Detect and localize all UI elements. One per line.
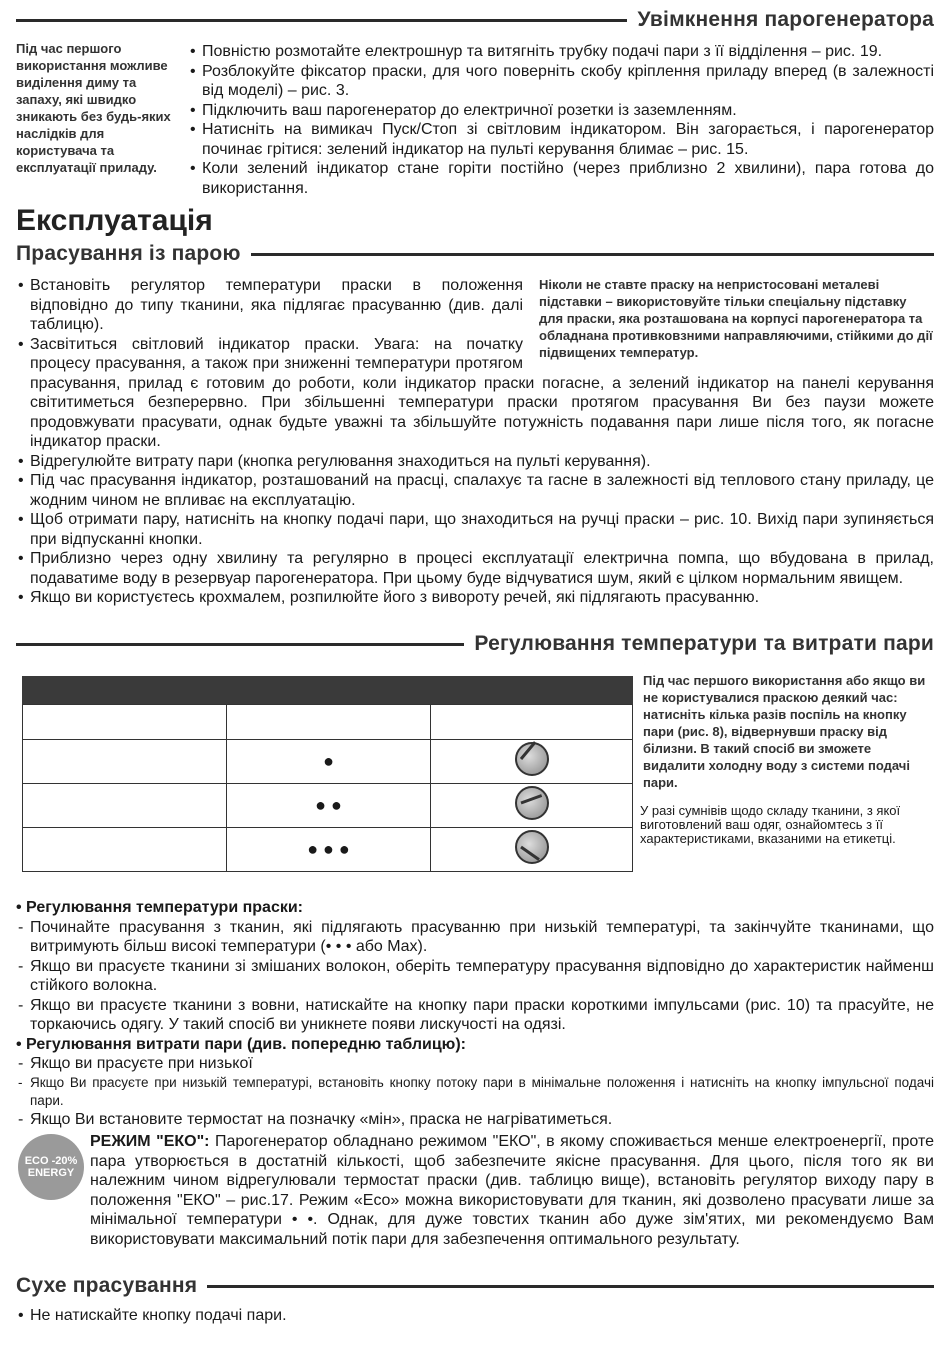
list-item: • Встановіть регулятор температури праски в положення відповідно до типу тканини, яка підлягає прасуванню (див. далі таблицю). (16, 276, 934, 335)
list-item: - Починайте прасування з тканин, які підлягають прасуванню при низькій температурі, та закінчуйте тканинами, що витримують більш високі температури (• • • або Max). (16, 918, 934, 957)
eco-label: РЕЖИМ "ЕКО": (90, 1133, 210, 1150)
list-item: • Не натискайте кнопку подачі пари. (16, 1306, 934, 1326)
temp-dots: ● ● ● (227, 828, 431, 872)
table-header-bar (22, 676, 633, 704)
first-use-note: Під час першого використання можливе виділення диму та запаху, які швидко зникають без будь-яких наслідків для користувача та експлуатації приладу. (16, 41, 171, 175)
temp-dots: ● (227, 740, 431, 784)
list-item: • Під час прасування індикатор, розташований на прасці, спалахує та гасне в залежності від теплового стану приладу, це жодним чином не впливає на експлуатацію. (16, 471, 934, 510)
page-title: Експлуатація (16, 204, 213, 237)
list-item: • Відрегулюйте витрату пари (кнопка регулювання знаходиться на пульті керування). (16, 452, 934, 472)
section-header-steam (16, 242, 934, 266)
dry-ironing-list (16, 1306, 934, 1326)
eco-description: Парогенератор обладнано режимом "ЕКО", в якому споживається менше електроенергії, проте пара утворюється в достатній кількості, щоб забезпечите якісне прасування. Для цього, після того як ви належним чином відрегулювали термостат праски (див. таблицю вище), встановіть регулятор виходу пару в положення "ЕКО" – рис.17. Режим «Eco» можна використовувати для тканин, які дозволено прасувати лише за мінімальної температури • •. Однак, для дуже товстих тканин або дуже зім'ятих, ми рекомендуємо Вам використовувати максимальний потік пари для забезпечення оптимального результату. (90, 1133, 935, 1248)
temp-heading: • Регулювання температури праски: (16, 899, 304, 916)
settings-table (22, 676, 633, 872)
rule-line (251, 253, 934, 256)
table-row (23, 784, 633, 828)
section-title: Регулювання температури та витрати пари (474, 632, 934, 655)
list-item: - Якщо Ви встановите термостат на позначку «мін», праска не нагріватиметься. (16, 1110, 934, 1130)
rule-line (207, 1285, 934, 1288)
steam-heading: • Регулювання витрати пари (див. попередню таблицю): (16, 1035, 466, 1053)
regulation-body (16, 898, 934, 1129)
list-item: • Натисніть на вимикач Пуск/Стоп зі світловим індикатором. Він загорається, і парогенератор починає грітися: зелений індикатор на пульті керування блимає – рис. 15. (188, 120, 934, 159)
section-title: Сухе прасування (16, 1274, 198, 1297)
list-item: - Якщо ви прасуєте тканини з вовни, натискайте на кнопку пари праски короткими імпульсами (рис. 10) та прасуйте, не торкаючись одягу. У такий спосіб ви уникнете появи лискучості на одязі. (16, 996, 934, 1035)
first-use-steam-note: Під час першого використання або якщо ви не користувалися праскою деякий час: натисніть кілька разів поспіль на кнопку пари (рис. 8), відвернувши праску від білизни. В такий спосіб ви зможете видалити холодну воду з системи подачі пари. (643, 673, 926, 790)
rule-line (16, 19, 627, 22)
temp-dots: ● ● (227, 784, 431, 828)
rule-line (16, 643, 464, 646)
dial-high-icon (515, 830, 549, 864)
list-item: • Засвітиться світловий індикатор праски. Увага: на початку процесу прасування, а також при зниженні температури протягом прасування, прилад є готовим до роботи, коли індикатор праски погасне, а зелений індикатор на панелі керування світитиметься безперервно. При збільшенні температури праски протягом прасування Ви без паузи можете продовжувати прасувати, однак будьте уважні та збільшуйте потужність подавання пари лише після того, як погасне індикатор праски. (16, 335, 934, 452)
table-row (23, 828, 633, 872)
eco-badge-line1: ECO -20% (24, 1155, 78, 1167)
section-header-startup (16, 8, 934, 32)
list-item: - Якщо ви прасуєте тканини зі змішаних волокон, оберіть температуру прасування відповідно до характеристик найменш стійкого волокна. (16, 957, 934, 996)
dial-medium-icon (515, 786, 549, 820)
list-item: • Щоб отримати пару, натисніть на кнопку подачі пари, що знаходиться на ручці праски – рис. 10. Вихід пари зупиняється при відпусканні кнопки. (16, 510, 934, 549)
steam-ironing-body (16, 276, 934, 608)
warning-note: Ніколи не ставте праску на непристосовані металеві підставки – використовуйте тільки спеціальну підставку для праски, яка розташована на корпусі парогенератора та обладнана противковзними направляючими, стійкими до дії підвищених температур. (539, 277, 933, 360)
list-item: • Розблокуйте фіксатор праски, для чого поверніть скобу кріплення приладу вперед (в залежності від моделі) – рис. 3. (188, 62, 934, 101)
table-row (23, 705, 633, 740)
eco-energy-icon (18, 1134, 84, 1200)
list-item: - Якщо Ви прасуєте при низькій температурі, встановіть кнопку потоку пари в мінімальне положення і натисніть на кнопку імпульсної подачі пари. (16, 1074, 934, 1110)
table-row (23, 740, 633, 784)
eco-mode-text (90, 1132, 934, 1249)
fabric-doubt-note: У разі сумнівів щодо складу тканини, з якої виготовлений ваш одяг, ознайомтесь з її характеристиками, вказаними на етикетці. (640, 803, 901, 846)
section-title: Увімкнення парогенератора (637, 8, 934, 31)
table (22, 704, 633, 872)
list-item: • Повністю розмотайте електрошнур та витягніть трубку подачі пари з її відділення – рис. 19. (188, 42, 934, 62)
list-item: • Підключить ваш парогенератор до електричної розетки із заземленням. (188, 101, 934, 121)
eco-badge-line2: ENERGY (27, 1167, 75, 1179)
list-item: • Коли зелений індикатор стане горіти постійно (через приблизно 2 хвилини), пара готова до використання. (188, 159, 934, 198)
section-header-dry (16, 1274, 934, 1298)
startup-list (188, 42, 934, 198)
dial-low-icon (515, 742, 549, 776)
list-item: • Якщо ви користуєтесь крохмалем, розпилюйте його з вивороту речей, які підлягають прасуванню. (16, 588, 934, 608)
section-title: Прасування із парою (16, 242, 241, 265)
list-item: - Якщо ви прасуєте при низької (16, 1054, 934, 1074)
section-header-regulation (16, 632, 934, 656)
list-item: • Приблизно через одну хвилину та регулярно в процесі експлуатації електрична помпа, що вбудована в прилад, подаватиме воду в резервуар парогенератора. При цьому буде відчуватися шум, який є цілком нормальним явищем. (16, 549, 934, 588)
